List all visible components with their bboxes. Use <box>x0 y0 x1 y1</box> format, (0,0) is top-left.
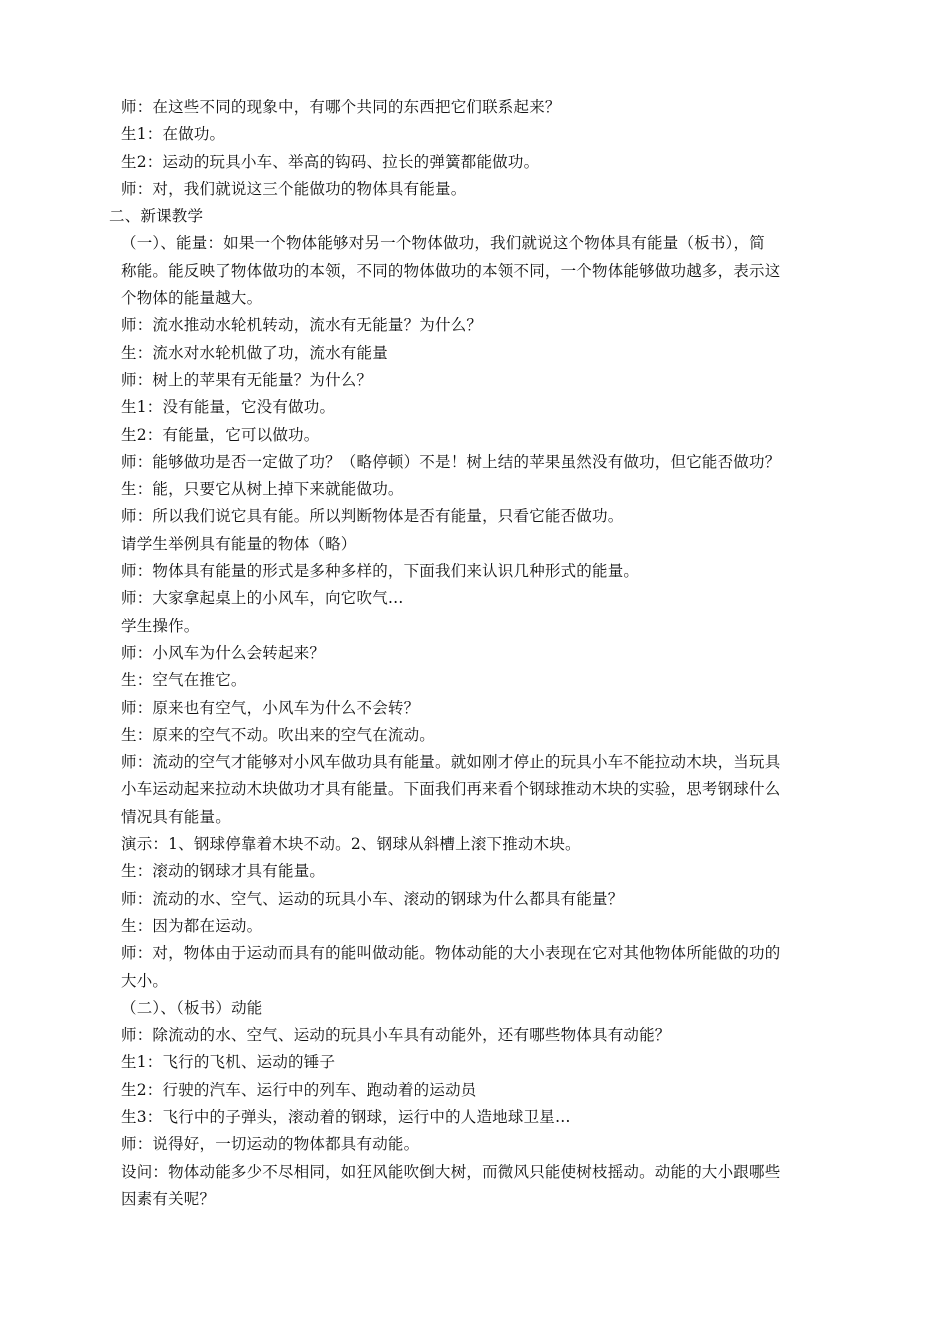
text-line: 师：流水推动水轮机转动，流水有无能量？为什么？ <box>121 316 483 335</box>
text-line: 师：流动的水、空气、运动的玩具小车、滚动的钢球为什么都具有能量？ <box>121 889 624 908</box>
text-line: 师：小风车为什么会转起来？ <box>121 643 326 662</box>
text-line: 师：在这些不同的现象中，有哪个共同的东西把它们联系起来？ <box>121 98 561 116</box>
text-line: 因素有关呢？ <box>121 1189 216 1208</box>
text-line: 师：树上的苹果有无能量？为什么？ <box>121 370 373 389</box>
text-line: 大小。 <box>121 971 169 990</box>
text-line: 生3：飞行中的子弹头，滚动着的钢球，运行中的人造地球卫星… <box>121 1107 571 1126</box>
text-line: 师：原来也有空气，小风车为什么不会转？ <box>121 698 420 717</box>
text-line: 生1：在做功。 <box>121 125 226 144</box>
text-line: 设问：物体动能多少不尽相同，如狂风能吹倒大树，而微风只能使树枝摇动。动能的大小跟哪些 <box>121 1162 781 1181</box>
text-line: 生：能，只要它从树上掉下来就能做功。 <box>121 480 404 499</box>
text-line: 师：对，我们就说这三个能做功的物体具有能量。 <box>121 179 467 198</box>
text-line: 师：大家拿起桌上的小风车，向它吹气… <box>121 589 404 608</box>
text-line: 师：能够做功是否一定做了功？（略停顿）不是！树上结的苹果虽然没有做功，但它能否做功？ <box>121 452 781 471</box>
text-line: 生2：运动的玩具小车、举高的钩码、拉长的弹簧都能做功。 <box>121 152 540 171</box>
section-heading: 二、新课教学 <box>109 207 204 226</box>
text-line: 师：所以我们说它具有能。所以判断物体是否有能量，只看它能否做功。 <box>121 507 624 526</box>
text-line: 师：流动的空气才能够对小风车做功具有能量。就如刚才停止的玩具小车不能拉动木块，当玩具 <box>121 753 781 772</box>
text-line: 师：物体具有能量的形式是多种多样的，下面我们来认识几种形式的能量。 <box>121 562 640 581</box>
text-line: 称能。能反映了物体做功的本领，不同的物体做功的本领不同，一个物体能够做功越多，表示这 <box>121 261 781 280</box>
text-line: 师：对，物体由于运动而具有的能叫做动能。物体动能的大小表现在它对其他物体所能做的功的 <box>121 944 781 963</box>
text-line: 生1：飞行的飞机、运动的锤子 <box>121 1053 336 1072</box>
text-line: （一）、能量：如果一个物体能够对另一个物体做功，我们就说这个物体具有能量（板书），简 <box>121 234 765 253</box>
text-line: 小车运动起来拉动木块做功才具有能量。下面我们再来看个钢球推动木块的实验，思考钢球什么 <box>121 780 781 799</box>
text-line: 演示：1、钢球停靠着木块不动。2、钢球从斜槽上滚下推动木块。 <box>121 835 581 854</box>
document-body <box>109 94 833 1213</box>
text-line: 师：除流动的水、空气、运动的玩具小车具有动能外，还有哪些物体具有动能？ <box>121 1026 671 1045</box>
text-line: 生1：没有能量，它没有做功。 <box>121 398 336 417</box>
text-line: 个物体的能量越大。 <box>121 289 263 308</box>
text-line: 情况具有能量。 <box>121 807 231 826</box>
text-line: 生：原来的空气不动。吹出来的空气在流动。 <box>121 725 436 744</box>
text-line: 生：流水对水轮机做了功，流水有能量 <box>121 343 388 362</box>
text-line: 请学生举例具有能量的物体（略） <box>121 534 357 553</box>
text-line: 生：因为都在运动。 <box>121 916 263 935</box>
text-line: 生：空气在推它。 <box>121 671 247 690</box>
subsection-heading: （二）、（板书）动能 <box>121 998 263 1017</box>
text-line: 生：滚动的钢球才具有能量。 <box>121 862 326 881</box>
text-line: 师：说得好，一切运动的物体都具有动能。 <box>121 1135 420 1154</box>
text-line: 生2：行驶的汽车、运行中的列车、跑动着的运动员 <box>121 1080 477 1099</box>
text-line: 生2：有能量，它可以做功。 <box>121 425 320 444</box>
text-line: 学生操作。 <box>121 616 200 635</box>
